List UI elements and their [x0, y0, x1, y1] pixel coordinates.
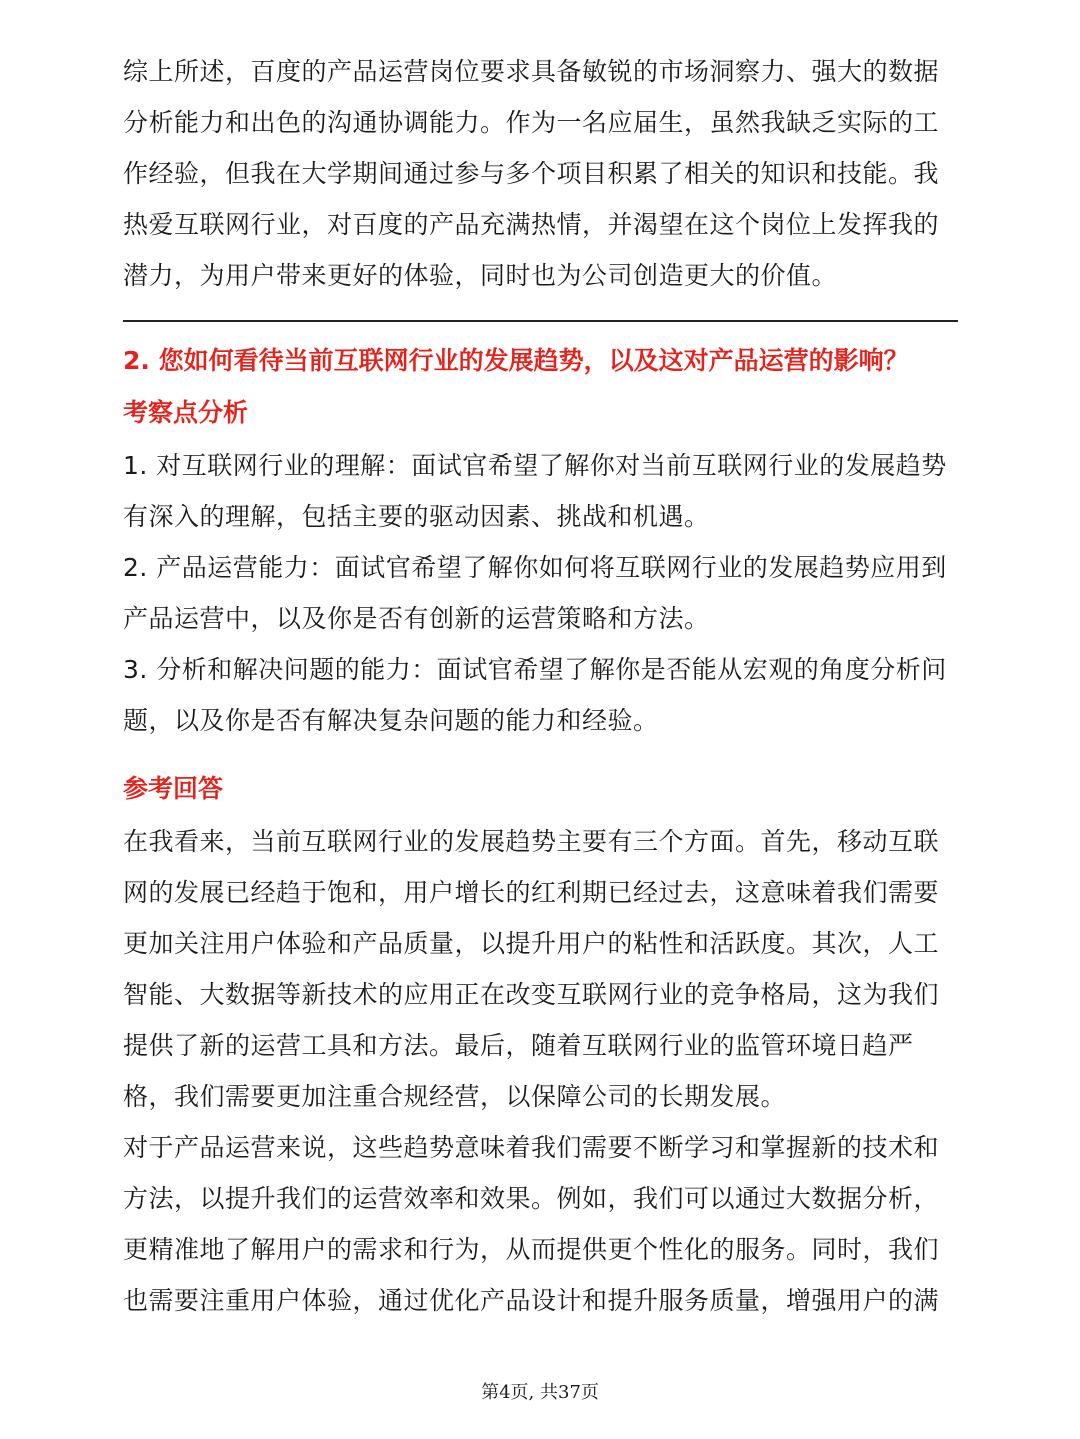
answer-body — [123, 816, 958, 1326]
question-section — [123, 336, 958, 1326]
analysis-list — [123, 440, 958, 746]
text-line: 分析能力和出色的沟通协调能力。作为一名应届生，虽然我缺乏实际的工 — [123, 108, 940, 137]
intro-paragraph — [123, 46, 958, 301]
analysis-line: 产品运营中，以及你是否有创新的运营策略和方法。 — [123, 604, 710, 633]
page-indicator: 第4页, 共37页 — [481, 1382, 599, 1403]
analysis-title: 考察点分析 — [123, 398, 249, 427]
answer-line: 更加关注用户体验和产品质量，以提升用户的粘性和活跃度。其次，人工 — [123, 929, 940, 958]
analysis-line: 1. 对互联网行业的理解：面试官希望了解你对当前互联网行业的发展趋势 — [123, 451, 947, 480]
analysis-line: 2. 产品运营能力：面试官希望了解你如何将互联网行业的发展趋势应用到 — [123, 553, 947, 582]
text-line: 综上所述，百度的产品运营岗位要求具备敏锐的市场洞察力、强大的数据 — [123, 57, 940, 86]
answer-line: 在我看来，当前互联网行业的发展趋势主要有三个方面。首先，移动互联 — [123, 827, 940, 856]
section-divider — [123, 320, 958, 322]
answer-line: 对于产品运营来说，这些趋势意味着我们需要不断学习和掌握新的技术和 — [123, 1133, 940, 1162]
answer-title: 参考回答 — [123, 774, 224, 803]
answer-line: 方法，以提升我们的运营效率和效果。例如，我们可以通过大数据分析， — [123, 1184, 940, 1213]
answer-line: 智能、大数据等新技术的应用正在改变互联网行业的竞争格局，这为我们 — [123, 980, 940, 1009]
answer-line: 提供了新的运营工具和方法。最后，随着互联网行业的监管环境日趋严 — [123, 1031, 914, 1060]
answer-line: 更精准地了解用户的需求和行为，从而提供更个性化的服务。同时，我们 — [123, 1235, 940, 1264]
analysis-line: 有深入的理解，包括主要的驱动因素、挑战和机遇。 — [123, 502, 710, 531]
text-line: 作经验，但我在大学期间通过参与多个项目积累了相关的知识和技能。我 — [123, 159, 940, 188]
analysis-line: 3. 分析和解决问题的能力：面试官希望了解你是否能从宏观的角度分析问 — [123, 655, 947, 684]
spacer — [123, 746, 958, 764]
answer-line: 网的发展已经趋于饱和，用户增长的红利期已经过去，这意味着我们需要 — [123, 878, 940, 907]
analysis-line: 题，以及你是否有解决复杂问题的能力和经验。 — [123, 706, 659, 735]
answer-line: 也需要注重用户体验，通过优化产品设计和提升服务质量，增强用户的满 — [123, 1286, 940, 1315]
text-line: 潜力，为用户带来更好的体验，同时也为公司创造更大的价值。 — [123, 261, 838, 290]
answer-line: 格，我们需要更加注重合规经营，以保障公司的长期发展。 — [123, 1082, 787, 1111]
text-line: 热爱互联网行业，对百度的产品充满热情，并渴望在这个岗位上发挥我的 — [123, 210, 940, 239]
question-heading: 2. 您如何看待当前互联网行业的发展趋势，以及这对产品运营的影响？ — [123, 346, 909, 375]
